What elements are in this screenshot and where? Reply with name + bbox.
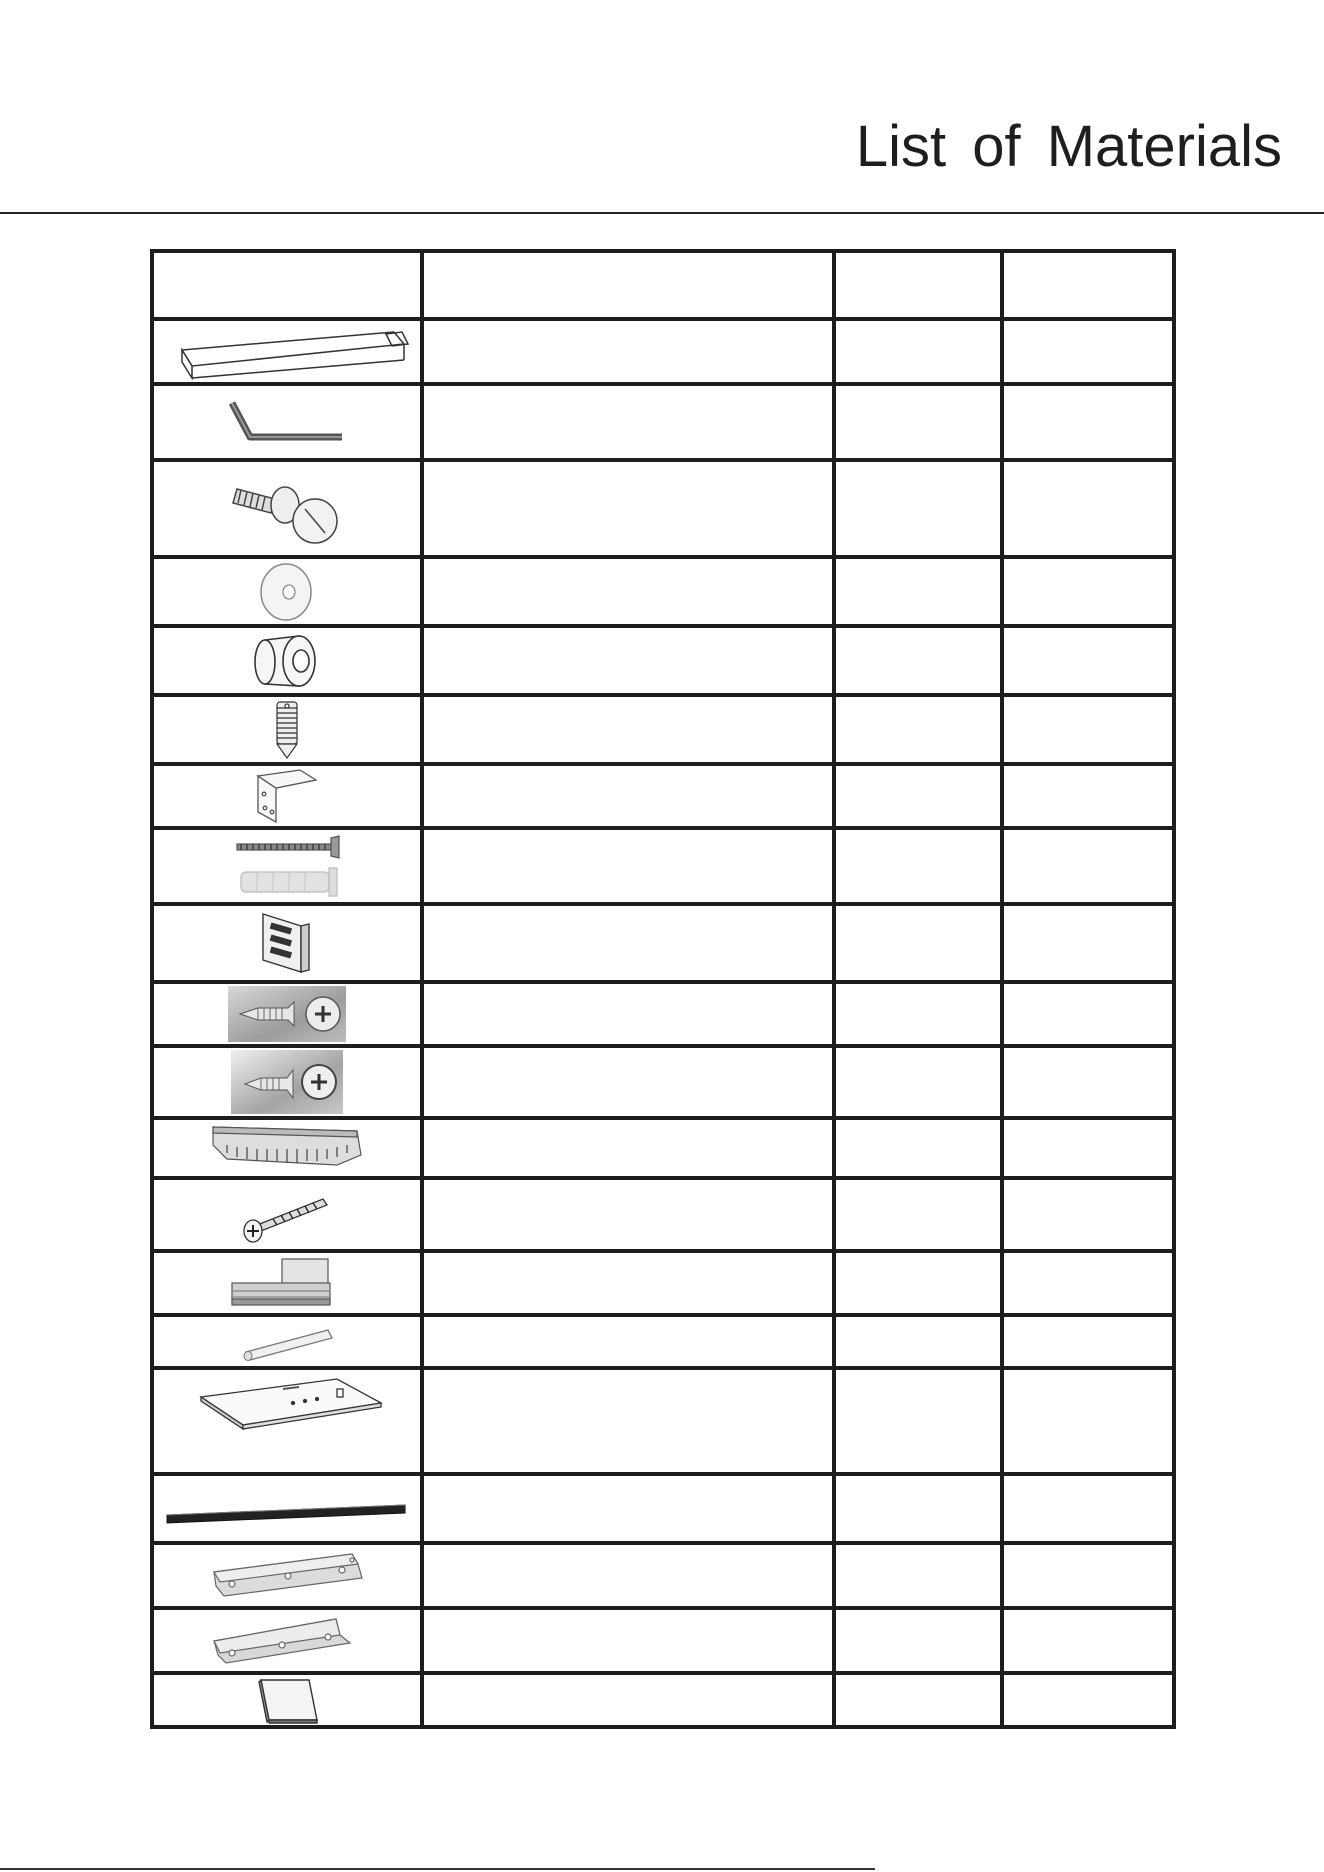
part-image-cell (152, 384, 422, 460)
part-spec-cell (834, 1474, 1002, 1543)
part-spec-cell (834, 1543, 1002, 1608)
handle-bar-icon (162, 322, 412, 382)
header-divider (0, 212, 1324, 214)
table-header-row (152, 251, 1174, 319)
washer-icon (252, 561, 322, 623)
part-name-cell (422, 1608, 834, 1673)
part-spec-cell (834, 1178, 1002, 1251)
part-image-cell (152, 1608, 422, 1673)
part-name-cell (422, 764, 834, 828)
panel-board-icon (187, 1373, 387, 1469)
mounting-plate-icon (202, 1550, 372, 1602)
part-spec-cell (834, 626, 1002, 695)
part-qty-cell (1002, 319, 1174, 384)
part-image-cell (152, 904, 422, 982)
part-name-cell (422, 1543, 834, 1608)
flat-head-screw-photo-icon (228, 986, 346, 1042)
part-spec-cell (834, 384, 1002, 460)
part-spec-cell (834, 982, 1002, 1046)
table-row (152, 828, 1174, 904)
part-spec-cell (834, 695, 1002, 764)
part-image-cell (152, 1118, 422, 1178)
table-row (152, 982, 1174, 1046)
part-image-cell (152, 626, 422, 695)
part-spec-cell (834, 1046, 1002, 1118)
part-spec-cell (834, 557, 1002, 626)
table-row (152, 695, 1174, 764)
part-image-cell (152, 557, 422, 626)
table-row (152, 319, 1174, 384)
part-image-cell (152, 1251, 422, 1315)
part-spec-cell (834, 1368, 1002, 1474)
part-spec-cell (834, 319, 1002, 384)
table-row (152, 764, 1174, 828)
part-qty-cell (1002, 1608, 1174, 1673)
part-spec-cell (834, 764, 1002, 828)
wall-screw-and-anchor-icon (227, 832, 347, 900)
part-name-cell (422, 319, 834, 384)
part-spec-cell (834, 1118, 1002, 1178)
part-qty-cell (1002, 982, 1174, 1046)
part-qty-cell (1002, 1046, 1174, 1118)
page-title: List of Materials (855, 114, 1282, 179)
table-row (152, 1118, 1174, 1178)
part-qty-cell (1002, 695, 1174, 764)
part-name-cell (422, 828, 834, 904)
part-name-cell (422, 384, 834, 460)
footer-divider (0, 1868, 875, 1870)
drawer-rail-icon (207, 1121, 367, 1175)
part-qty-cell (1002, 1178, 1174, 1251)
cam-nut-icon (247, 630, 327, 692)
table-row (152, 1315, 1174, 1368)
part-image-cell (152, 1046, 422, 1118)
part-name-cell (422, 904, 834, 982)
part-name-cell (422, 1178, 834, 1251)
table-row (152, 460, 1174, 557)
part-name-cell (422, 557, 834, 626)
table-row (152, 904, 1174, 982)
part-image-cell (152, 982, 422, 1046)
part-qty-cell (1002, 1543, 1174, 1608)
part-name-cell (422, 1251, 834, 1315)
part-image-cell (152, 1178, 422, 1251)
table-row (152, 1474, 1174, 1543)
part-name-cell (422, 695, 834, 764)
part-image-cell (152, 460, 422, 557)
table-row (152, 557, 1174, 626)
part-name-cell (422, 1474, 834, 1543)
part-image-cell (152, 828, 422, 904)
part-image-cell (152, 764, 422, 828)
mounting-plate-icon (202, 1613, 372, 1669)
allen-key-icon (222, 397, 352, 447)
part-qty-cell (1002, 1474, 1174, 1543)
table-row (152, 1178, 1174, 1251)
header-name (422, 251, 834, 319)
header-spec (834, 251, 1002, 319)
part-qty-cell (1002, 828, 1174, 904)
part-name-cell (422, 1315, 834, 1368)
part-spec-cell (834, 460, 1002, 557)
part-qty-cell (1002, 1673, 1174, 1727)
materials-table (150, 249, 1176, 1729)
part-qty-cell (1002, 384, 1174, 460)
l-bracket-icon (252, 768, 322, 824)
part-image-cell (152, 695, 422, 764)
part-qty-cell (1002, 1315, 1174, 1368)
part-qty-cell (1002, 626, 1174, 695)
shelf-pin-icon (267, 698, 307, 762)
header-qty (1002, 251, 1174, 319)
part-image-cell (152, 319, 422, 384)
part-qty-cell (1002, 1251, 1174, 1315)
pan-head-screw-photo-icon (231, 1050, 343, 1114)
part-name-cell (422, 982, 834, 1046)
rail-bracket-icon (222, 1255, 352, 1311)
part-qty-cell (1002, 1118, 1174, 1178)
part-name-cell (422, 626, 834, 695)
part-name-cell (422, 1673, 834, 1727)
table-row (152, 626, 1174, 695)
part-spec-cell (834, 828, 1002, 904)
part-qty-cell (1002, 557, 1174, 626)
long-screw-icon (237, 1185, 337, 1245)
part-qty-cell (1002, 904, 1174, 982)
table-row (152, 1251, 1174, 1315)
table-row (152, 384, 1174, 460)
part-qty-cell (1002, 460, 1174, 557)
part-qty-cell (1002, 764, 1174, 828)
pad-icon (247, 1676, 327, 1724)
part-name-cell (422, 1046, 834, 1118)
part-image-cell (152, 1368, 422, 1474)
part-spec-cell (834, 1251, 1002, 1315)
cam-bolt-icon (227, 469, 347, 549)
table-row (152, 1673, 1174, 1727)
part-spec-cell (834, 904, 1002, 982)
part-qty-cell (1002, 1368, 1174, 1474)
table-row (152, 1368, 1174, 1474)
part-image-cell (152, 1543, 422, 1608)
part-name-cell (422, 1368, 834, 1474)
part-image-cell (152, 1673, 422, 1727)
hinge-plate-icon (257, 910, 317, 976)
part-name-cell (422, 460, 834, 557)
dowel-icon (232, 1320, 342, 1364)
part-image-cell (152, 1474, 422, 1543)
part-spec-cell (834, 1673, 1002, 1727)
part-image-cell (152, 1315, 422, 1368)
long-strip-icon (161, 1489, 413, 1529)
table-row (152, 1543, 1174, 1608)
table-row (152, 1046, 1174, 1118)
header-image (152, 251, 422, 319)
part-spec-cell (834, 1315, 1002, 1368)
part-spec-cell (834, 1608, 1002, 1673)
part-name-cell (422, 1118, 834, 1178)
table-row (152, 1608, 1174, 1673)
